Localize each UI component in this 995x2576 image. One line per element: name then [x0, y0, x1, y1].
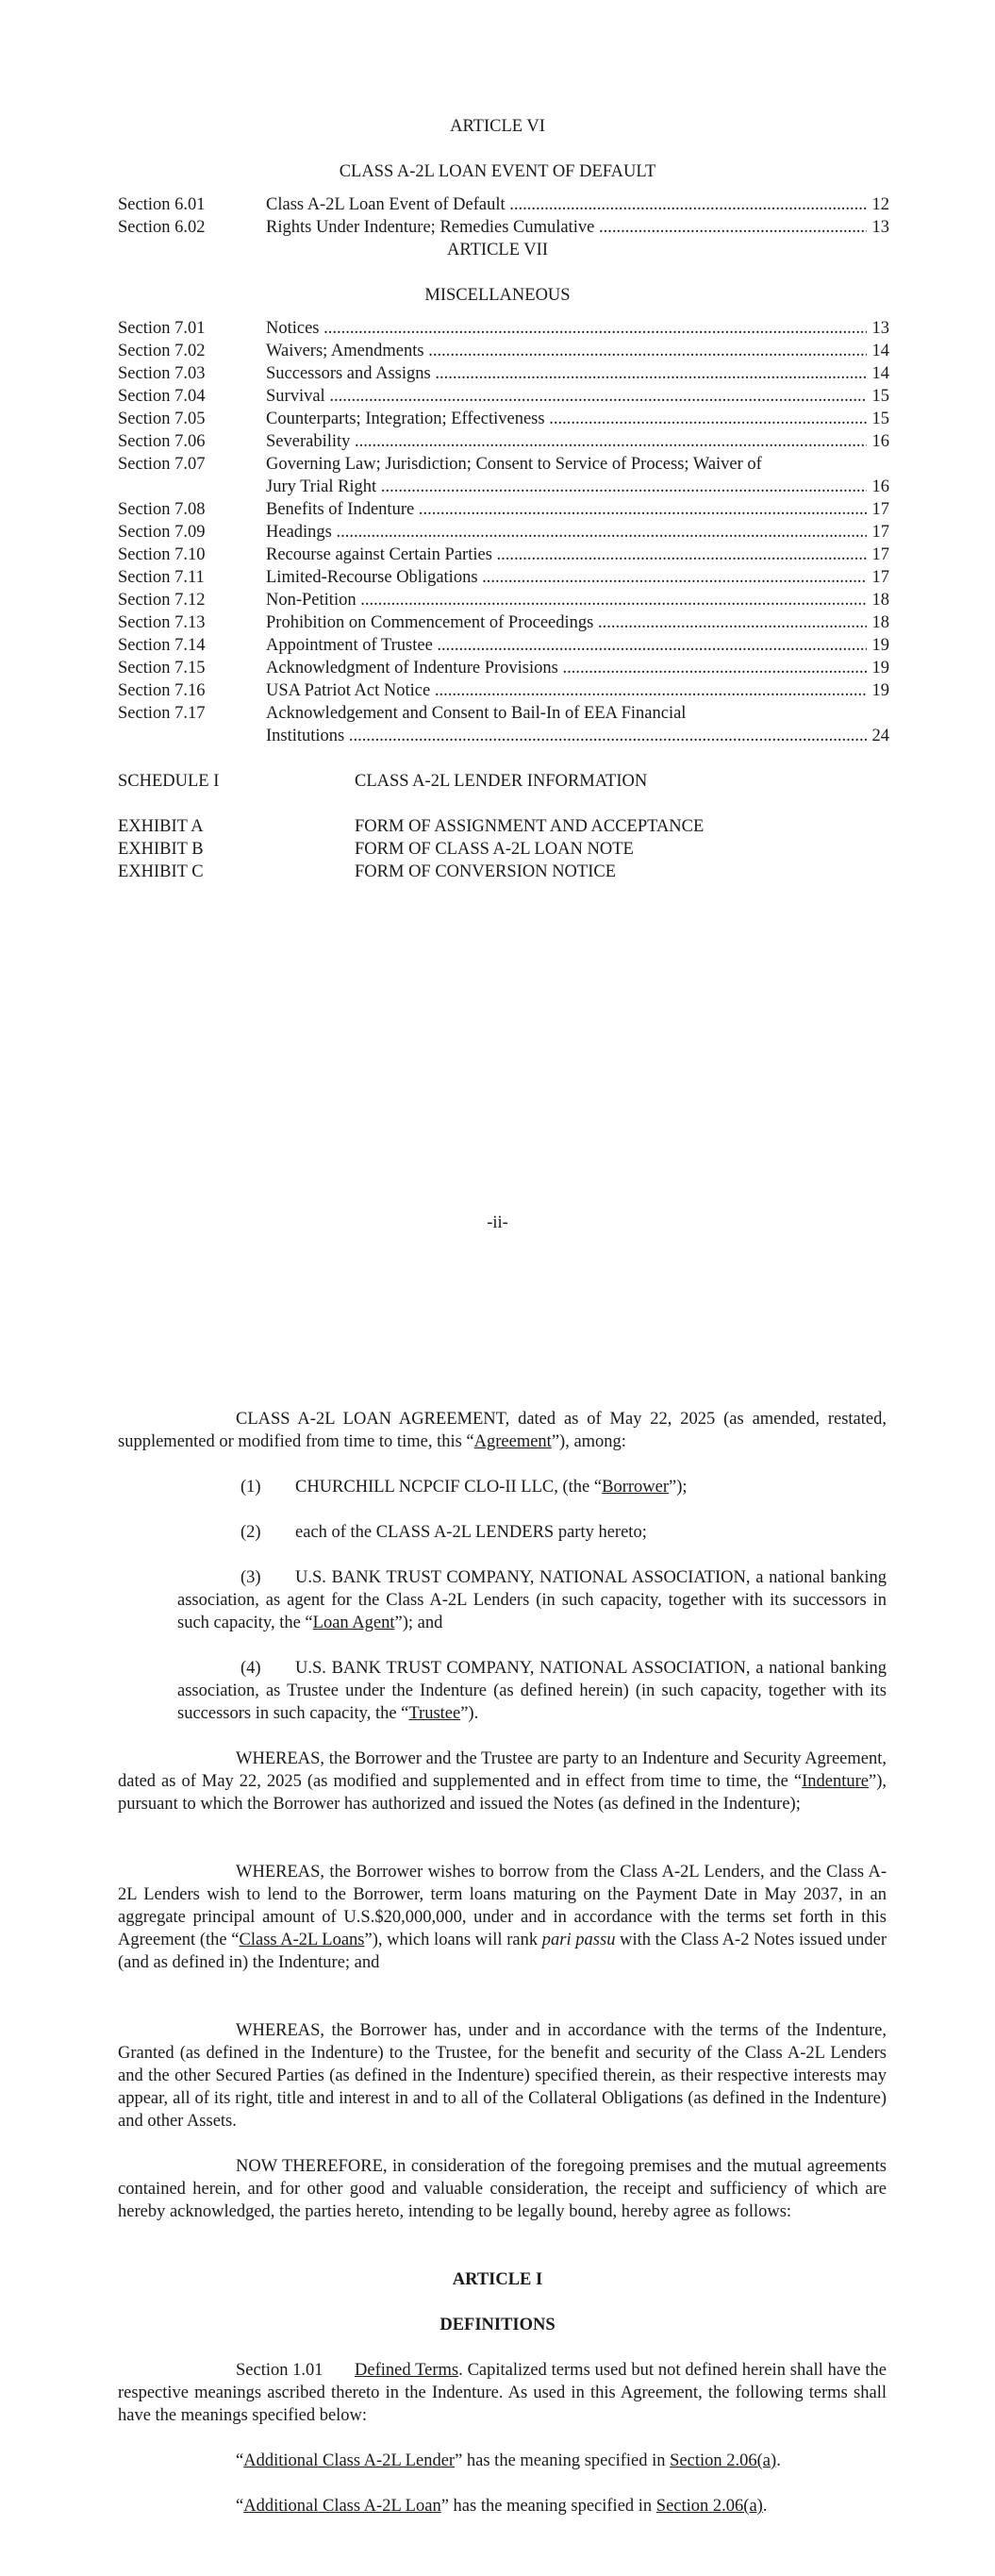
toc-page-number: 16	[867, 430, 889, 453]
toc-section-title-row	[266, 430, 887, 453]
toc-section-number: Section 7.07	[118, 455, 206, 474]
intro-text: CLASS A-2L LOAN AGREEMENT, dated as of May 22, 2025 (as amended, restated, supplemented or modified from time to time, this “	[118, 1410, 887, 1451]
article-vii-title: MISCELLANEOUS	[424, 286, 571, 305]
defined-term: Class A-2L Loans	[239, 1931, 365, 1949]
toc-page-number: 19	[867, 657, 889, 679]
defined-term: Trustee	[408, 1704, 461, 1723]
toc-section-title: Jury Trial Right .....	[266, 477, 887, 496]
exhibit-title: FORM OF CONVERSION NOTICE	[355, 862, 617, 881]
party-text-start: CHURCHILL NCPCIF CLO-II LLC, (the “	[295, 1478, 603, 1497]
schedule-title: CLASS A-2L LENDER INFORMATION	[355, 772, 648, 791]
toc-page-number: 14	[867, 362, 889, 385]
article-vi-heading: ARTICLE VI	[450, 117, 545, 136]
italic-term: pari passu	[541, 1931, 616, 1949]
defined-term: Borrower	[602, 1478, 670, 1497]
article-vii-heading: ARTICLE VII	[447, 241, 548, 259]
toc-section-title-row	[266, 216, 887, 239]
exhibit-title: FORM OF CLASS A-2L LOAN NOTE	[355, 840, 634, 859]
page-number: -ii-	[487, 1213, 508, 1232]
schedule-label: SCHEDULE I	[118, 772, 220, 791]
toc-section-title-line1: Acknowledgement and Consent to Bail-In of EEA Financial	[266, 704, 687, 723]
section-number: Section 1.01	[236, 2361, 323, 2380]
toc-section-title-row	[266, 408, 887, 430]
toc-page-number: 13	[867, 317, 889, 340]
toc-section-title-row	[266, 725, 887, 747]
defined-term: Loan Agent	[312, 1614, 395, 1632]
toc-section-title: Institutions .....	[266, 727, 887, 745]
party-text-end: ”);	[669, 1478, 688, 1497]
toc-section-title-row	[266, 340, 887, 362]
definition-text: ” has the meaning specified in	[440, 2497, 656, 2516]
toc-section-number: Section 7.08	[118, 500, 206, 519]
intro-text-end: ”), among:	[551, 1432, 626, 1451]
whereas-text: WHEREAS, the Borrower and the Trustee are party to an Indenture and Security Agreement, dated as of May 22, 2025 (as modified and supplemented and in effect from time to time, the “	[118, 1749, 887, 1791]
toc-section-title: USA Patriot Act Notice .....	[266, 681, 887, 700]
toc-page-number: 15	[867, 408, 889, 430]
toc-page-number: 14	[867, 340, 889, 362]
party-text-start: U.S. BANK TRUST COMPANY, NATIONAL ASSOCIATION, a national banking association, as Trustee under the Indenture (as defined herein) (in such capacity, together with its successors in such capacity, the “	[177, 1659, 887, 1723]
toc-section-number: Section 7.11	[118, 568, 205, 587]
intro-paragraph	[118, 1408, 887, 1453]
party-number: (1)	[240, 1478, 261, 1497]
toc-section-title-row	[266, 521, 887, 544]
party-text: each of the CLASS A-2L LENDERS party hereto;	[295, 1523, 647, 1542]
toc-section-title-row	[266, 634, 887, 657]
toc-section-title-row	[266, 317, 887, 340]
toc-section-number: Section 7.06	[118, 432, 206, 451]
defined-term: Indenture	[802, 1772, 869, 1791]
section-title: Defined Terms	[355, 2361, 459, 2380]
toc-section-title: Prohibition on Commencement of Proceedings .....	[266, 613, 887, 632]
toc-section-title: Rights Under Indenture; Remedies Cumulative .....	[266, 218, 887, 237]
whereas-text-end: with the Class A-2 Notes issued under (and as defined in) the Indenture; and	[118, 1931, 887, 1972]
toc-section-title-row	[266, 679, 887, 702]
whereas-text: WHEREAS, the Borrower wishes to borrow from the Class A-2L Lenders, and the Class A-2L Lenders wish to lend to the Borrower, term loans maturing on the Payment Date in May 2037, in an aggregate principal amount of U.S.$20,000,000, under and in accordance with the terms set forth in this Agreement (the “	[118, 1863, 887, 1949]
toc-section-number: Section 7.13	[118, 613, 206, 632]
toc-section-number: Section 7.01	[118, 319, 206, 338]
toc-page-number: 17	[867, 566, 889, 589]
exhibit-title: FORM OF ASSIGNMENT AND ACCEPTANCE	[355, 817, 705, 836]
whereas-paragraph	[118, 1748, 887, 1815]
section-text: . Capitalized terms used but not defined herein shall have the respective meanings ascribed thereto in the Indenture. As used in this Agreement, the following terms shall have the meanings specified below:	[118, 2361, 887, 2425]
party-number: (4)	[240, 1659, 261, 1678]
toc-section-number: Section 7.17	[118, 704, 206, 723]
toc-page-number: 17	[867, 498, 889, 521]
toc-section-title: Successors and Assigns .....	[266, 364, 887, 383]
toc-page-number: 12	[867, 193, 889, 216]
toc-section-number: Section 7.16	[118, 681, 206, 700]
toc-section-title-row	[266, 566, 887, 589]
toc-page-number: 17	[867, 544, 889, 566]
toc-section-number: Section 7.02	[118, 342, 206, 360]
toc-page-number: 19	[867, 634, 889, 657]
toc-section-title: Class A-2L Loan Event of Default .....	[266, 195, 887, 214]
defined-term: Agreement	[473, 1432, 552, 1451]
toc-section-title: Headings .....	[266, 523, 887, 542]
toc-section-title: Recourse against Certain Parties .....	[266, 545, 887, 564]
toc-section-title-row	[266, 362, 887, 385]
toc-section-number: Section 7.14	[118, 636, 206, 655]
article-i-heading: ARTICLE I	[452, 2270, 543, 2289]
toc-section-title: Waivers; Amendments .....	[266, 342, 887, 360]
section-reference: Section 2.06(a)	[670, 2451, 777, 2470]
section-reference: Section 2.06(a)	[655, 2497, 763, 2516]
exhibit-label: EXHIBIT A	[118, 817, 204, 836]
party-text	[295, 1476, 688, 1498]
whereas-paragraph: WHEREAS, the Borrower has, under and in accordance with the terms of the Indenture, Granted (as defined in the Indenture) to the Trustee, for the benefit and security of the Class A-2L Lenders and the other Secured Parties (as defined in the Indenture) specified therein, as their respective interests may appear, all of its right, title and interest in and to all of the Collateral Obligations (as defined in the Indenture) and other Assets.	[118, 2021, 887, 2131]
definition-entry	[236, 2450, 781, 2472]
toc-page-number: 19	[867, 679, 889, 702]
toc-section-title: Limited-Recourse Obligations .....	[266, 568, 887, 587]
article-i-title: DEFINITIONS	[439, 2316, 556, 2334]
definition-end: .	[762, 2497, 768, 2516]
toc-section-title-row	[266, 385, 887, 408]
toc-section-number: Section 7.05	[118, 410, 206, 428]
toc-section-number: Section 7.09	[118, 523, 206, 542]
toc-section-title: Appointment of Trustee .....	[266, 636, 887, 655]
toc-section-title-row	[266, 657, 887, 679]
toc-section-title-row	[266, 544, 887, 566]
toc-section-title: Survival .....	[266, 387, 887, 406]
party-text-end: ”).	[460, 1704, 479, 1723]
toc-page-number: 15	[867, 385, 889, 408]
toc-section-number: Section 7.12	[118, 591, 206, 610]
toc-page-number: 18	[867, 611, 889, 634]
article-vi-title: CLASS A-2L LOAN EVENT OF DEFAULT	[339, 162, 656, 181]
definition-entry	[236, 2495, 767, 2517]
toc-page-number: 17	[867, 521, 889, 544]
whereas-text-middle: ”), which loans will rank	[364, 1931, 542, 1949]
toc-section-number: Section 7.03	[118, 364, 206, 383]
toc-page-number: 24	[867, 725, 889, 747]
party-number: (2)	[240, 1523, 261, 1542]
quote-open: “	[236, 2451, 244, 2470]
toc-section-title: Notices .....	[266, 319, 887, 338]
toc-section-title: Non-Petition .....	[266, 591, 887, 610]
whereas-text-end: ”), pursuant to which the Borrower has authorized and issued the Notes (as defined in the Indenture);	[118, 1772, 887, 1814]
defined-term: Additional Class A-2L Loan	[243, 2497, 441, 2516]
toc-page-number: 18	[867, 589, 889, 611]
definition-text: ” has the meaning specified in	[455, 2451, 671, 2470]
party-paragraph	[177, 1657, 887, 1725]
exhibit-label: EXHIBIT C	[118, 862, 204, 881]
toc-section-title: Severability .....	[266, 432, 887, 451]
party-text-start: U.S. BANK TRUST COMPANY, NATIONAL ASSOCIATION, a national banking association, as agent for the Class A-2L Lenders (in such capacity, together with its successors in such capacity, the “	[177, 1568, 887, 1632]
toc-section-title-line1: Governing Law; Jurisdiction; Consent to Service of Process; Waiver of	[266, 455, 762, 474]
toc-section-title: Benefits of Indenture .....	[266, 500, 887, 519]
toc-section-number: Section 7.15	[118, 659, 206, 677]
toc-section-title-row	[266, 498, 887, 521]
toc-section-number: Section 6.02	[118, 218, 206, 237]
toc-section-title-row	[266, 589, 887, 611]
section-1-01-paragraph	[118, 2359, 887, 2427]
toc-section-number: Section 6.01	[118, 195, 206, 214]
toc-section-title-row	[266, 193, 887, 216]
toc-section-title: Counterparts; Integration; Effectiveness .....	[266, 410, 887, 428]
toc-section-title-row	[266, 611, 887, 634]
toc-section-title-row	[266, 476, 887, 498]
toc-section-number: Section 7.04	[118, 387, 206, 406]
definition-end: .	[776, 2451, 781, 2470]
exhibit-label: EXHIBIT B	[118, 840, 204, 859]
party-paragraph	[177, 1566, 887, 1634]
quote-open: “	[236, 2497, 244, 2516]
toc-section-title: Acknowledgment of Indenture Provisions .....	[266, 659, 887, 677]
party-text-end: ”); and	[394, 1614, 443, 1632]
whereas-paragraph	[118, 1861, 887, 1974]
defined-term: Additional Class A-2L Lender	[243, 2451, 456, 2470]
toc-page-number: 13	[867, 216, 889, 239]
now-therefore-paragraph: NOW THEREFORE, in consideration of the foregoing premises and the mutual agreements contained herein, and for other good and valuable consideration, the receipt and sufficiency of which are hereby acknowledged, the parties hereto, intending to be legally bound, hereby agree as follows:	[118, 2157, 887, 2221]
toc-page-number: 16	[867, 476, 889, 498]
party-number: (3)	[240, 1568, 261, 1587]
toc-section-number: Section 7.10	[118, 545, 206, 564]
